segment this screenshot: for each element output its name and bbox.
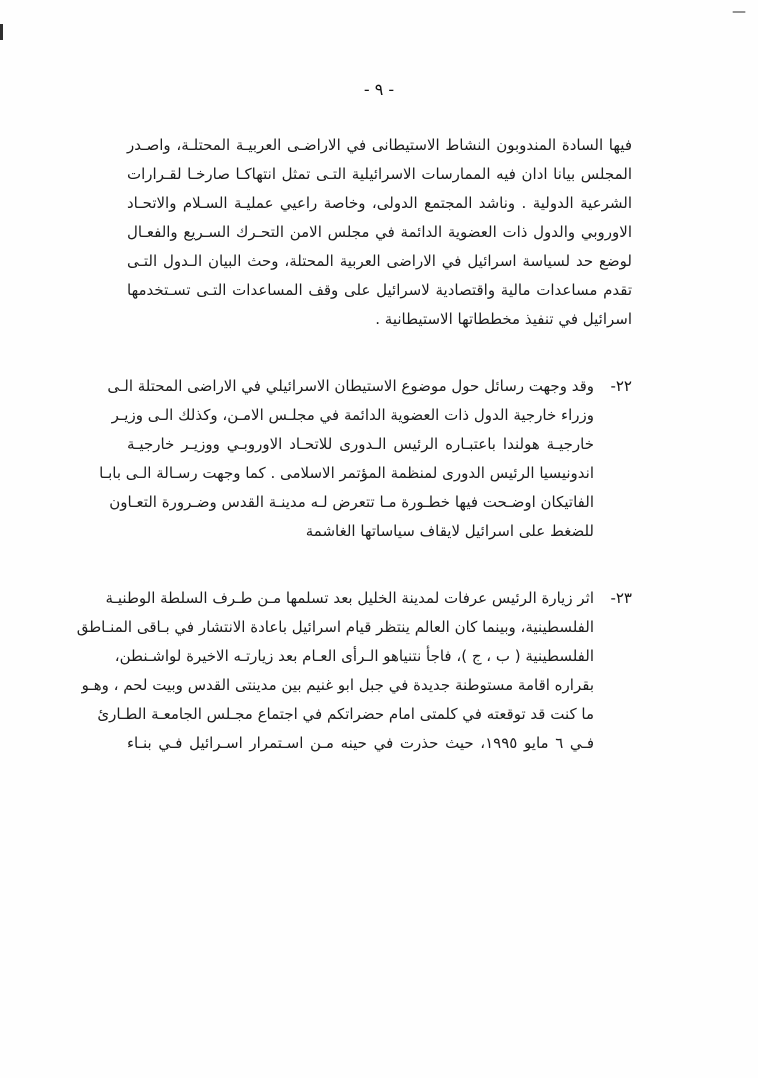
text-line: خارجيـة هولندا باعتبـاره الرئيس الـدورى للاتحـاد الاوروبـي ووزيـر خارجيـة: [127, 435, 594, 453]
text-line: الاوروبي والدول ذات العضوية الدائمة في مجلس الامن التحـرك السـريع والفعـال: [127, 223, 632, 241]
text-line: وقد وجهت رسائل حول موضوع الاستيطان الاسرائيلي في الاراضى المحتلة الـى: [107, 377, 594, 395]
text-line: اندونيسيا الرئيس الدورى لمنظمة المؤتمر الاسلامى . كما وجهت رسـالة الـى بابـا: [99, 464, 594, 482]
text-line: فيها السادة المندوبون النشاط الاستيطانى في الاراضـى العربيـة المحتلـة، واصـدر: [127, 136, 632, 154]
text-line: وزراء خارجية الدول ذات العضوية الدائمة في مجلـس الامـن، وكذلك الـى وزيـر: [111, 406, 594, 424]
text-line: للضغط على اسرائيل لايقاف سياساتها الغاشمة: [305, 522, 594, 540]
text-line: الفاتيكان اوضـحت فيها خطـورة مـا تتعرض لـه مدينـة القدس وضـرورة التعـاون: [109, 493, 594, 511]
text-line: اسرائيل في تنفيذ مخططاتها الاستيطانية .: [375, 310, 632, 328]
paragraph-number: ٢٢-: [610, 377, 632, 395]
text-line: فـي ٦ مايو ١٩٩٥، حيث حذرت في حينه مـن اسـتمرار اسـرائيل فـي بنـاء: [127, 734, 594, 752]
text-line: المجلس بيانا ادان فيه الممارسات الاسرائيلية التـى تمثل انتهاكـا صارخـا لقـرارات: [127, 165, 632, 183]
text-line: بقراره اقامة مستوطنة جديدة في جبل ابو غنيم بين مدينتى القدس وبيت لحم ، وهـو: [81, 676, 594, 694]
text-line: لوضع حد لسياسة اسرائيل في الاراضى العربية المحتلة، وحث البيان الـدول التـى: [127, 252, 632, 270]
paragraph-22: [99, 372, 632, 546]
text-line: ما كنت قد توقعته في كلمتى امام حضراتكم في اجتماع مجـلس الجامعـة الطـارئ: [97, 705, 594, 723]
text-line: تقدم مساعدات مالية واقتصادية لاسرائيل على وقف المساعدات التـى تسـتخدمها: [127, 281, 632, 299]
page-corner-dash: —: [732, 4, 746, 20]
paragraph-23: [76, 584, 632, 758]
text-line: الشرعية الدولية . وناشد المجتمع الدولى، وخاصة راعيي عمليـة السـلام والاتحـاد: [127, 194, 632, 212]
scan-artifact: [0, 24, 3, 40]
text-line: اثر زيارة الرئيس عرفات لمدينة الخليل بعد تسلمها مـن طـرف السلطة الوطنيـة: [105, 589, 594, 607]
page-number: - ٩ -: [363, 80, 395, 99]
text-line: الفلسطينية، وبينما كان العالم ينتظر قيام اسرائيل باعادة الانتشار في بـاقى المنـاطق: [76, 618, 594, 636]
text-line: الفلسطينية ( ب ، ج )، فاجأ نتنياهو الـرأى العـام بعد زيارتـه الاخيرة لواشـنطن،: [114, 647, 594, 665]
paragraph-continuation: [127, 131, 632, 334]
paragraph-number: ٢٣-: [610, 589, 632, 607]
document-body: [76, 131, 632, 758]
